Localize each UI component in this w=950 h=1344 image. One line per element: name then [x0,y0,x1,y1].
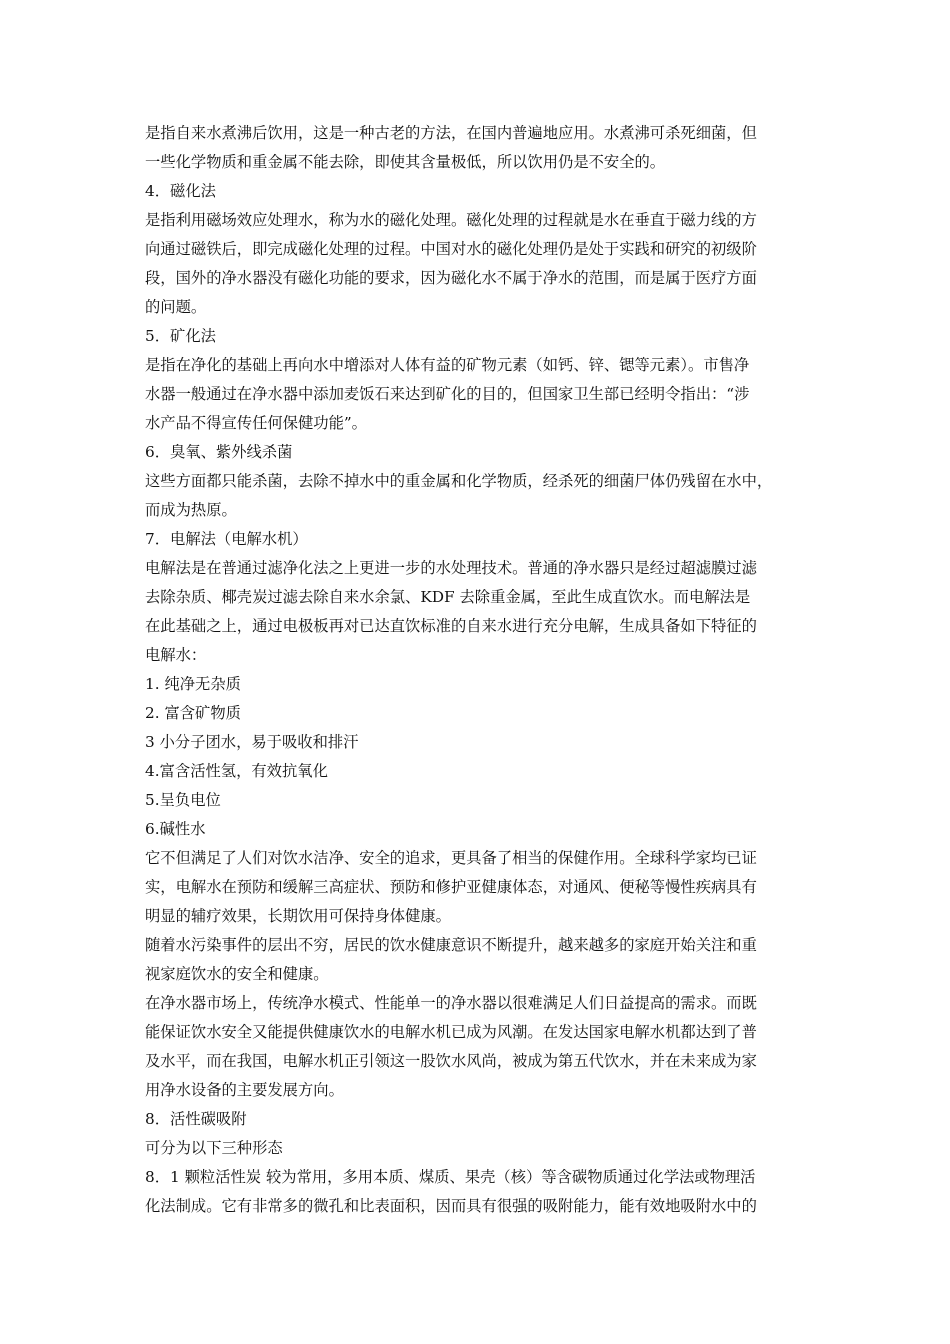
text-line: 是指在净化的基础上再向水中增添对人体有益的矿物元素（如钙、锌、锶等元素）。市售净 [145,356,750,374]
text-line: 7．电解法（电解水机） [145,530,308,548]
text-line: 水产品不得宣传任何保健功能”。 [145,414,367,432]
text-line: 电解水： [145,646,207,664]
text-line: 5．矿化法 [145,327,216,345]
text-line: 6.碱性水 [145,820,206,838]
text-line: 视家庭饮水的安全和健康。 [145,965,329,983]
text-line: 6．臭氧、紫外线杀菌 [145,443,293,461]
text-line: 随着水污染事件的层出不穷，居民的饮水健康意识不断提升，越来越多的家庭开始关注和重 [145,936,757,954]
text-line: 它不但满足了人们对饮水洁净、安全的追求，更具备了相当的保健作用。全球科学家均已证 [145,849,757,867]
document-body [145,119,809,1221]
text-line: 这些方面都只能杀菌，去除不掉水中的重金属和化学物质，经杀死的细菌尸体仍残留在水中， [145,472,773,490]
text-line: 在净水器市场上，传统净水模式、性能单一的净水器以很难满足人们日益提高的需求。而既 [145,994,757,1012]
text-line: 是指利用磁场效应处理水，称为水的磁化处理。磁化处理的过程就是水在垂直于磁力线的方 [145,211,757,229]
text-line: 3 小分子团水，易于吸收和排汗 [145,733,359,751]
text-line: 2. 富含矿物质 [145,704,241,722]
text-line: 用净水设备的主要发展方向。 [145,1081,344,1099]
text-line: 水器一般通过在净水器中添加麦饭石来达到矿化的目的，但国家卫生部已经明令指出：“涉 [145,385,750,403]
text-line: 4．磁化法 [145,182,216,200]
text-line: 实，电解水在预防和缓解三高症状、预防和修护亚健康体态，对通风、便秘等慢性疾病具有 [145,878,757,896]
text-line: 一些化学物质和重金属不能去除，即使其含量极低，所以饮用仍是不安全的。 [145,153,666,171]
text-line: 电解法是在普通过滤净化法之上更进一步的水处理技术。普通的净水器只是经过超滤膜过滤 [145,559,757,577]
text-line: 向通过磁铁后，即完成磁化处理的过程。中国对水的磁化处理仍是处于实践和研究的初级阶 [145,240,757,258]
text-line: 能保证饮水安全又能提供健康饮水的电解水机已成为风潮。在发达国家电解水机都达到了普 [145,1023,757,1041]
text-line: 可分为以下三种形态 [145,1139,283,1157]
text-line: 的问题。 [145,298,207,316]
text-line: 在此基础之上，通过电极板再对已达直饮标准的自来水进行充分电解，生成具备如下特征的 [145,617,757,635]
text-line: 化法制成。它有非常多的微孔和比表面积，因而具有很强的吸附能力，能有效地吸附水中的 [145,1197,757,1215]
text-line: 段，国外的净水器没有磁化功能的要求，因为磁化水不属于净水的范围，而是属于医疗方面 [145,269,757,287]
text-line: 1. 纯净无杂质 [145,675,241,693]
text-line: 是指自来水煮沸后饮用，这是一种古老的方法，在国内普遍地应用。水煮沸可杀死细菌，但 [145,124,757,142]
text-line: 5.呈负电位 [145,791,221,809]
text-line: 去除杂质、椰壳炭过滤去除自来水余氯、KDF 去除重金属，至此生成直饮水。而电解法是 [145,588,751,606]
text-line: 而成为热原。 [145,501,237,519]
text-line: 8．活性碳吸附 [145,1110,247,1128]
text-line: 4.富含活性氢，有效抗氧化 [145,762,328,780]
text-line: 8．1 颗粒活性炭 较为常用，多用本质、煤质、果壳（核）等含碳物质通过化学法或物理活 [145,1168,756,1186]
text-line: 明显的辅疗效果，长期饮用可保持身体健康。 [145,907,451,925]
text-line: 及水平，而在我国，电解水机正引领这一股饮水风尚，被成为第五代饮水，并在未来成为家 [145,1052,757,1070]
